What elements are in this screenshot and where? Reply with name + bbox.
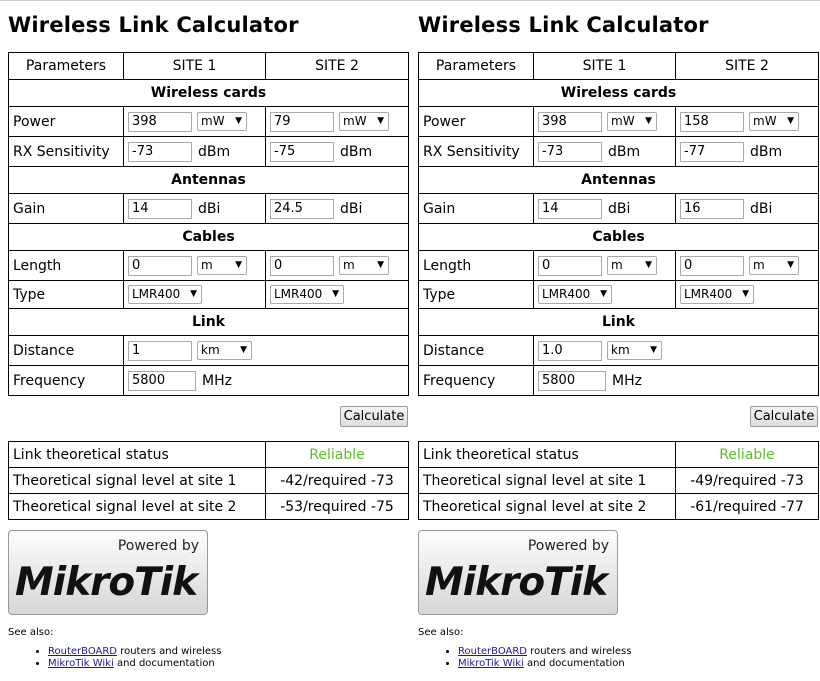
- site2-type-cell: [266, 281, 409, 309]
- link-description: and documentation: [523, 658, 625, 669]
- site1-length-unit-select[interactable]: [197, 256, 247, 275]
- site1-type-cell: [124, 281, 266, 309]
- frequency-unit: MHz: [202, 372, 232, 389]
- link-description: routers and wireless: [527, 646, 632, 657]
- site2-gain-cell: [266, 194, 409, 224]
- select-value: LMR400: [542, 287, 591, 301]
- select-value: mW: [611, 114, 635, 128]
- dropdown-arrow-icon: ▼: [377, 116, 384, 126]
- status-value: Reliable: [266, 442, 409, 468]
- site2-power-unit-select[interactable]: [749, 112, 799, 131]
- header-site1: SITE 1: [534, 53, 676, 80]
- distance-input[interactable]: [128, 341, 192, 361]
- signal-site1-value: -42/required -73: [266, 468, 409, 494]
- site1-length-input[interactable]: [538, 256, 602, 276]
- label-rx-sensitivity: RX Sensitivity: [9, 137, 124, 167]
- parameters-table: [8, 52, 409, 396]
- label-type: Type: [9, 281, 124, 309]
- frequency-input[interactable]: [538, 371, 606, 391]
- site2-gain-cell: [676, 194, 819, 224]
- site1-gain-input[interactable]: [128, 199, 192, 219]
- frequency-input[interactable]: [128, 371, 196, 391]
- site2-rx-cell: [676, 137, 819, 167]
- status-value: Reliable: [676, 442, 819, 468]
- site2-gain-input[interactable]: [270, 199, 334, 219]
- mikrotik-wiki-link[interactable]: MikroTik Wiki: [458, 658, 524, 669]
- select-value: km: [611, 343, 630, 357]
- mikrotik-logo[interactable]: [418, 530, 618, 615]
- signal-site2-value: -53/required -75: [266, 494, 409, 520]
- rx-unit: dBm: [750, 143, 783, 160]
- select-value: m: [201, 258, 213, 272]
- distance-unit-select[interactable]: [607, 341, 662, 360]
- mikrotik-logo[interactable]: [8, 530, 208, 615]
- rx-unit: dBm: [340, 143, 373, 160]
- status-label: Link theoretical status: [419, 442, 676, 468]
- mikrotik-wordmark: MikroTik: [15, 560, 198, 605]
- results-table: [418, 441, 819, 520]
- label-distance: Distance: [419, 336, 534, 366]
- page-title: Wireless Link Calculator: [418, 13, 709, 37]
- header-parameters: Parameters: [419, 53, 534, 80]
- label-type: Type: [419, 281, 534, 309]
- site1-length-unit-select[interactable]: [607, 256, 657, 275]
- link-description: and documentation: [113, 658, 215, 669]
- select-value: mW: [753, 114, 777, 128]
- see-also-label: See also:: [418, 627, 464, 638]
- powered-by-text: Powered by: [527, 538, 609, 554]
- top-divider: [0, 0, 820, 1]
- site1-power-input[interactable]: [128, 112, 192, 132]
- site1-length-cell: [124, 251, 266, 281]
- dropdown-arrow-icon: ▼: [742, 289, 749, 299]
- site2-length-cell: [266, 251, 409, 281]
- dropdown-arrow-icon: ▼: [235, 116, 242, 126]
- site1-length-cell: [534, 251, 676, 281]
- site2-power-input[interactable]: [270, 112, 334, 132]
- calculate-button[interactable]: Calculate: [340, 406, 408, 427]
- label-length: Length: [9, 251, 124, 281]
- site1-power-cell: [124, 107, 266, 137]
- list-item: [458, 646, 631, 658]
- frequency-unit: MHz: [612, 372, 642, 389]
- label-length: Length: [419, 251, 534, 281]
- gain-unit: dBi: [198, 200, 221, 217]
- site2-length-unit-select[interactable]: [339, 256, 389, 275]
- section-antennas: Antennas: [419, 167, 819, 194]
- routerboard-link[interactable]: RouterBOARD: [458, 646, 528, 657]
- site2-power-cell: [676, 107, 819, 137]
- site1-gain-cell: [534, 194, 676, 224]
- parameters-table: [418, 52, 819, 396]
- label-frequency: Frequency: [9, 366, 124, 396]
- label-power: Power: [419, 107, 534, 137]
- site2-rx-input[interactable]: [680, 142, 744, 162]
- select-value: mW: [201, 114, 225, 128]
- distance-cell: [534, 336, 819, 366]
- select-value: m: [753, 258, 765, 272]
- site1-power-input[interactable]: [538, 112, 602, 132]
- section-link: Link: [9, 309, 409, 336]
- distance-unit-select[interactable]: [197, 341, 252, 360]
- routerboard-link[interactable]: RouterBOARD: [48, 646, 118, 657]
- select-value: LMR400: [132, 287, 181, 301]
- site1-rx-cell: [534, 137, 676, 167]
- mikrotik-wordmark: MikroTik: [425, 560, 608, 605]
- dropdown-arrow-icon: ▼: [235, 260, 242, 270]
- signal-site1-value: -49/required -73: [676, 468, 819, 494]
- site2-power-unit-select[interactable]: [339, 112, 389, 131]
- site1-cable-type-select[interactable]: [128, 285, 202, 304]
- dropdown-arrow-icon: ▼: [650, 345, 657, 355]
- frequency-cell: [124, 366, 409, 396]
- site1-type-cell: [534, 281, 676, 309]
- see-also-list: [8, 646, 221, 670]
- label-power: Power: [9, 107, 124, 137]
- status-label: Link theoretical status: [9, 442, 266, 468]
- dropdown-arrow-icon: ▼: [240, 345, 247, 355]
- label-rx-sensitivity: RX Sensitivity: [419, 137, 534, 167]
- label-gain: Gain: [419, 194, 534, 224]
- site1-power-unit-select[interactable]: [197, 112, 247, 131]
- link-description: routers and wireless: [117, 646, 222, 657]
- site1-rx-cell: [124, 137, 266, 167]
- dropdown-arrow-icon: ▼: [645, 116, 652, 126]
- site1-power-cell: [534, 107, 676, 137]
- section-cables: Cables: [419, 224, 819, 251]
- site1-length-input[interactable]: [128, 256, 192, 276]
- section-cables: Cables: [9, 224, 409, 251]
- site2-cable-type-select[interactable]: [270, 285, 344, 304]
- signal-site1-label: Theoretical signal level at site 1: [419, 468, 676, 494]
- section-link: Link: [419, 309, 819, 336]
- site1-rx-input[interactable]: [128, 142, 192, 162]
- dropdown-arrow-icon: ▼: [377, 260, 384, 270]
- site2-gain-input[interactable]: [680, 199, 744, 219]
- select-value: LMR400: [684, 287, 733, 301]
- select-value: m: [611, 258, 623, 272]
- page-title: Wireless Link Calculator: [8, 13, 299, 37]
- gain-unit: dBi: [340, 200, 363, 217]
- site2-power-input[interactable]: [680, 112, 744, 132]
- select-value: km: [201, 343, 220, 357]
- dropdown-arrow-icon: ▼: [645, 260, 652, 270]
- rx-unit: dBm: [198, 143, 231, 160]
- list-item: [48, 658, 221, 670]
- site1-rx-input[interactable]: [538, 142, 602, 162]
- select-value: mW: [343, 114, 367, 128]
- list-item: [458, 658, 631, 670]
- signal-site2-value: -61/required -77: [676, 494, 819, 520]
- dropdown-arrow-icon: ▼: [600, 289, 607, 299]
- gain-unit: dBi: [608, 200, 631, 217]
- rx-unit: dBm: [608, 143, 641, 160]
- header-site2: SITE 2: [676, 53, 819, 80]
- section-wireless-cards: Wireless cards: [419, 80, 819, 107]
- signal-site2-label: Theoretical signal level at site 2: [419, 494, 676, 520]
- distance-input[interactable]: [538, 341, 602, 361]
- site2-length-cell: [676, 251, 819, 281]
- site1-power-unit-select[interactable]: [607, 112, 657, 131]
- site2-rx-cell: [266, 137, 409, 167]
- section-antennas: Antennas: [9, 167, 409, 194]
- site1-gain-cell: [124, 194, 266, 224]
- dropdown-arrow-icon: ▼: [787, 116, 794, 126]
- site2-cable-type-select[interactable]: [680, 285, 754, 304]
- mikrotik-wiki-link[interactable]: MikroTik Wiki: [48, 658, 114, 669]
- site2-power-cell: [266, 107, 409, 137]
- dropdown-arrow-icon: ▼: [190, 289, 197, 299]
- site2-rx-input[interactable]: [270, 142, 334, 162]
- see-also-list: [418, 646, 631, 670]
- label-gain: Gain: [9, 194, 124, 224]
- label-frequency: Frequency: [419, 366, 534, 396]
- site2-length-unit-select[interactable]: [749, 256, 799, 275]
- header-site1: SITE 1: [124, 53, 266, 80]
- powered-by-text: Powered by: [117, 538, 199, 554]
- header-site2: SITE 2: [266, 53, 409, 80]
- site2-type-cell: [676, 281, 819, 309]
- distance-cell: [124, 336, 409, 366]
- list-item: [48, 646, 221, 658]
- site1-cable-type-select[interactable]: [538, 285, 612, 304]
- frequency-cell: [534, 366, 819, 396]
- signal-site2-label: Theoretical signal level at site 2: [9, 494, 266, 520]
- see-also-label: See also:: [8, 627, 54, 638]
- select-value: m: [343, 258, 355, 272]
- calculate-button[interactable]: Calculate: [750, 406, 818, 427]
- signal-site1-label: Theoretical signal level at site 1: [9, 468, 266, 494]
- label-distance: Distance: [9, 336, 124, 366]
- results-table: [8, 441, 409, 520]
- site1-gain-input[interactable]: [538, 199, 602, 219]
- dropdown-arrow-icon: ▼: [787, 260, 794, 270]
- select-value: LMR400: [274, 287, 323, 301]
- dropdown-arrow-icon: ▼: [332, 289, 339, 299]
- site2-length-input[interactable]: [270, 256, 334, 276]
- site2-length-input[interactable]: [680, 256, 744, 276]
- section-wireless-cards: Wireless cards: [9, 80, 409, 107]
- header-parameters: Parameters: [9, 53, 124, 80]
- gain-unit: dBi: [750, 200, 773, 217]
